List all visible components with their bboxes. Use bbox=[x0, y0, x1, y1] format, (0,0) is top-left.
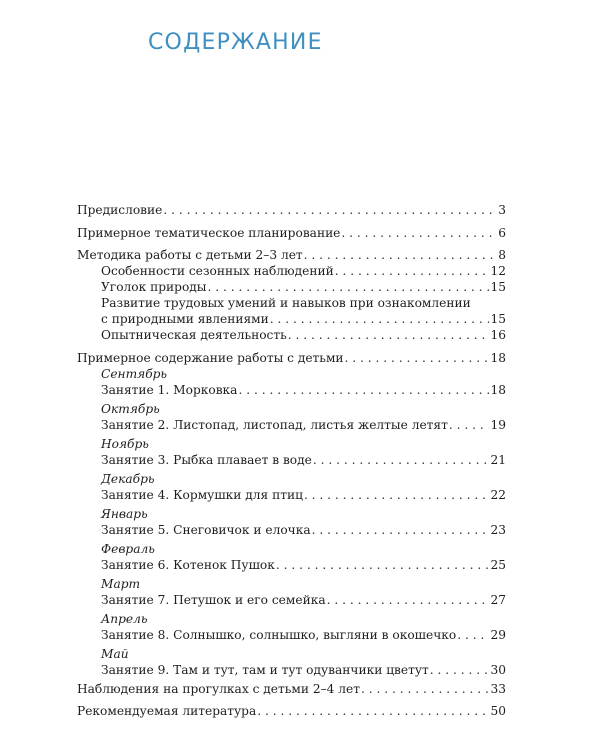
toc-entry-title: Особенности сезонных наблюдений bbox=[101, 264, 334, 278]
toc-page-number: 16 bbox=[490, 328, 506, 342]
dot-leader bbox=[257, 703, 489, 719]
toc-entry-labor-line1[interactable]: Развитие трудовых умений и навыков при ознакомлении bbox=[101, 296, 471, 310]
toc-page-number: 23 bbox=[490, 522, 506, 537]
toc-page-number: 18 bbox=[490, 350, 506, 365]
toc-entry-content[interactable] bbox=[77, 350, 506, 366]
month-label: Апрель bbox=[101, 611, 148, 626]
toc-entry-title: Рекомендуемая литература bbox=[77, 704, 257, 718]
toc-entry-walks[interactable] bbox=[77, 681, 506, 697]
toc-entry-title: Занятие 8. Солнышко, солнышко, выгляни в окошечко bbox=[101, 627, 457, 642]
toc-entry-lesson-5[interactable] bbox=[77, 522, 506, 538]
dot-leader bbox=[208, 279, 490, 295]
toc-page-number: 6 bbox=[498, 225, 506, 240]
toc-entry-literature[interactable] bbox=[77, 703, 506, 719]
toc-entry-corner[interactable] bbox=[77, 279, 506, 295]
toc-entry-title: Примерное содержание работы с детьми bbox=[77, 350, 344, 365]
toc-entry-lesson-1[interactable] bbox=[77, 382, 506, 398]
toc-page-number: 21 bbox=[490, 452, 506, 467]
toc-page-number: 15 bbox=[490, 280, 506, 294]
toc-entry-title: Опытническая деятельность bbox=[101, 328, 287, 342]
month-label: Январь bbox=[101, 506, 148, 521]
dot-leader bbox=[288, 327, 490, 343]
toc-page-number: 29 bbox=[490, 627, 506, 642]
month-label: Сентябрь bbox=[101, 366, 168, 381]
toc-page-number: 27 bbox=[490, 592, 506, 607]
toc-entry-lesson-4[interactable] bbox=[77, 487, 506, 503]
toc-entry-method[interactable] bbox=[77, 247, 506, 263]
toc-page-number: 18 bbox=[490, 382, 506, 397]
toc-entry-title: Методика работы с детьми 2–3 лет bbox=[77, 248, 303, 262]
toc-entry-title: Предисловие bbox=[77, 203, 163, 217]
toc-entry-labor[interactable] bbox=[77, 311, 506, 327]
month-label: Декабрь bbox=[101, 471, 155, 486]
toc-entry-title: Наблюдения на прогулках с детьми 2–4 лет bbox=[77, 681, 361, 696]
toc-page-number: 3 bbox=[498, 203, 506, 217]
month-label: Март bbox=[101, 576, 141, 591]
month-label: Февраль bbox=[101, 541, 155, 556]
page-title: СОДЕРЖАНИЕ bbox=[148, 30, 323, 55]
toc-page-number: 12 bbox=[490, 264, 506, 278]
dot-leader bbox=[457, 627, 489, 643]
toc-entry-title: Уголок природы bbox=[101, 280, 207, 294]
dot-leader bbox=[335, 263, 490, 279]
toc-entry-title: Занятие 7. Петушок и его семейка bbox=[101, 592, 326, 607]
dot-leader bbox=[345, 350, 490, 366]
toc-entry-title: Занятие 1. Морковка bbox=[101, 382, 238, 397]
toc-entry-lesson-7[interactable] bbox=[77, 592, 506, 608]
dot-leader bbox=[449, 417, 490, 433]
toc-entry-title: Занятие 4. Кормушки для птиц bbox=[101, 487, 303, 502]
toc-page-number: 50 bbox=[490, 704, 506, 718]
toc-entry-lesson-3[interactable] bbox=[77, 452, 506, 468]
toc-entry-preface[interactable] bbox=[77, 202, 506, 218]
toc-entry-title: Занятие 6. Котенок Пушок bbox=[101, 557, 275, 572]
toc-entry-title: Занятие 3. Рыбка плавает в воде bbox=[101, 452, 312, 467]
table-of-contents bbox=[77, 202, 506, 719]
dot-leader bbox=[313, 452, 490, 468]
toc-entry-title: Занятие 2. Листопад, листопад, листья желтые летят bbox=[101, 417, 448, 432]
toc-entry-experiments[interactable] bbox=[77, 327, 506, 343]
toc-page-number: 25 bbox=[490, 557, 506, 572]
dot-leader bbox=[327, 592, 490, 608]
dot-leader bbox=[304, 247, 498, 263]
month-label: Октябрь bbox=[101, 401, 160, 416]
toc-page-number: 15 bbox=[490, 312, 506, 326]
dot-leader bbox=[238, 382, 489, 398]
toc-entry-title: Примерное тематическое планирование bbox=[77, 225, 341, 240]
toc-page-number: 33 bbox=[490, 681, 506, 696]
dot-leader bbox=[341, 225, 497, 241]
toc-entry-lesson-8[interactable] bbox=[77, 627, 506, 643]
toc-entry-seasonal[interactable] bbox=[77, 263, 506, 279]
dot-leader bbox=[276, 557, 490, 573]
toc-page-number: 19 bbox=[490, 417, 506, 432]
dot-leader bbox=[163, 202, 497, 218]
toc-entry-lesson-6[interactable] bbox=[77, 557, 506, 573]
month-label: Ноябрь bbox=[101, 436, 149, 451]
toc-page-number: 22 bbox=[490, 487, 506, 502]
toc-entry-title: Занятие 9. Там и тут, там и тут одуванчики цветут bbox=[101, 662, 429, 677]
toc-entry-title: Занятие 5. Снеговичок и елочка bbox=[101, 522, 311, 537]
dot-leader bbox=[304, 487, 490, 503]
month-label: Май bbox=[101, 646, 129, 661]
toc-page-number: 30 bbox=[490, 662, 506, 677]
toc-entry-planning[interactable] bbox=[77, 225, 506, 241]
toc-page-number: 8 bbox=[498, 248, 506, 262]
dot-leader bbox=[430, 662, 490, 678]
dot-leader bbox=[270, 311, 490, 327]
toc-entry-lesson-2[interactable] bbox=[77, 417, 506, 433]
toc-entry-lesson-9[interactable] bbox=[77, 662, 506, 678]
dot-leader bbox=[312, 522, 490, 538]
toc-entry-title: с природными явлениями bbox=[101, 312, 269, 326]
dot-leader bbox=[361, 681, 489, 697]
